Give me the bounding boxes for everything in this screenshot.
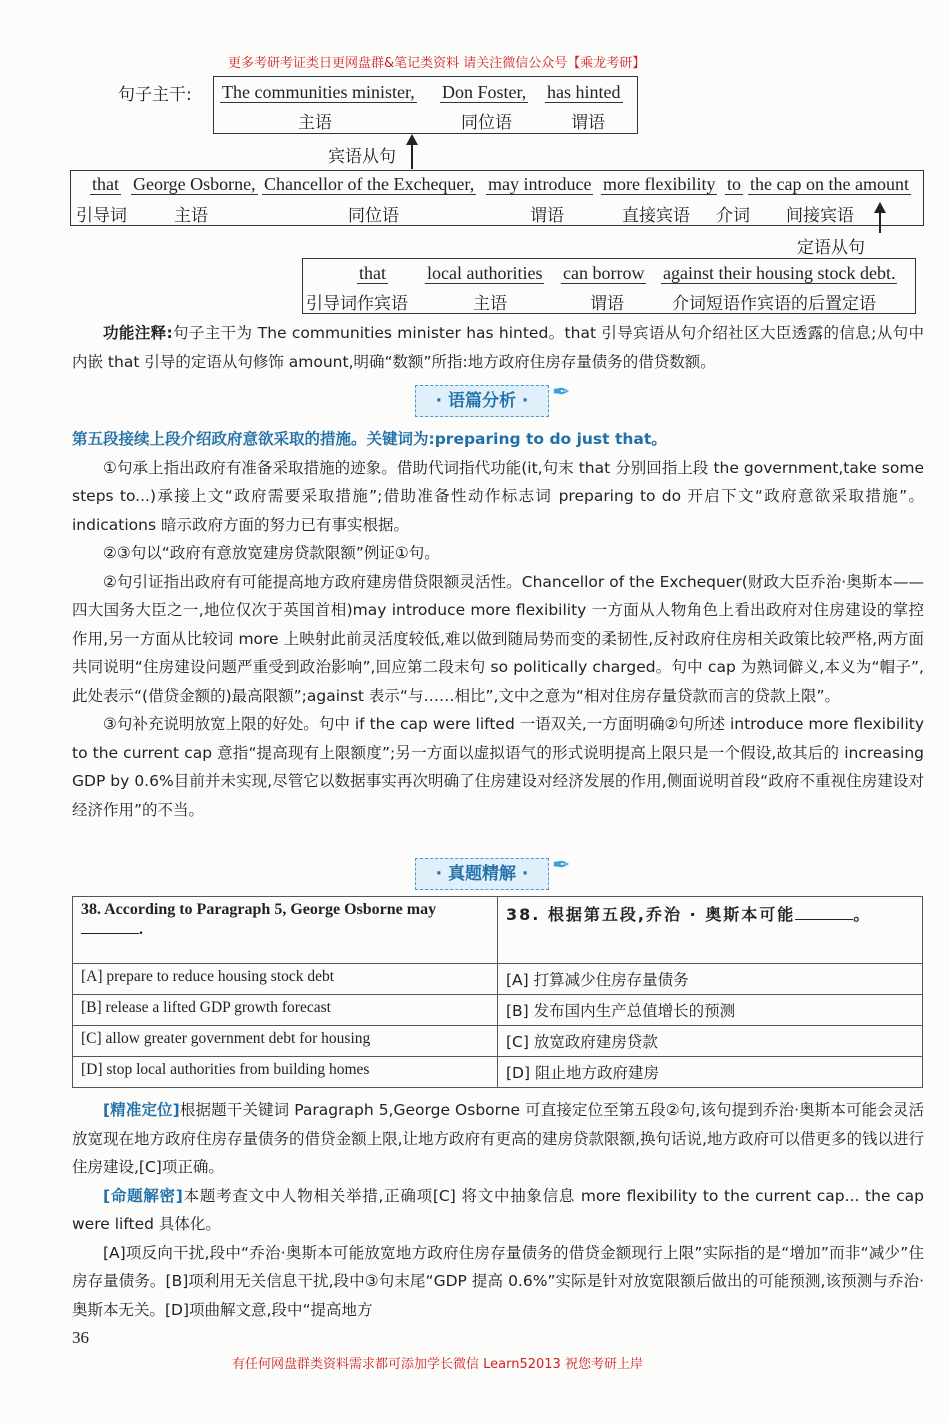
clause1-word: more flexibility [603,174,716,194]
clause1-role: 主语 [174,206,208,226]
question-table [72,896,923,1088]
clause1-role: 同位语 [348,206,399,226]
quill-icon: ✒ [552,853,571,878]
analysis-paragraph: ②句引证指出政府有可能提高地方政府建房借贷限额灵活性。Chancellor of the Exchequer(财政大臣乔治·奥斯本——四大国务大臣之一,地位仅次于英国首相)may introduce more flexibility 一方面从人物角色上看出政府对住房建设的掌控作用,另一方面从比较词 more 上映射此前灵活度较低,难以做到随局势而变的柔韧性,反衬政府住房相关政策比较严格,两方面共同说明“住房建设问题严重受到政治影响”,回应第二段末句 so politically charged。句中 cap 为熟词僻义,本义为“帽子”,此处表示“(借贷金额的)最高限额”;against 表示“与……相比”,文中之意为“相对住房存量贷款而言的贷款上限”。 [72,572,924,705]
clause1-word: George Osborne, [133,174,256,194]
clause1-word: to [727,174,742,194]
main-role: 谓语 [571,113,605,133]
function-note [72,319,924,376]
question-stem-zh: 38. 根据第五段,乔治 · 奥斯本可能 。 [498,897,923,964]
clause1-role: 谓语 [530,206,564,226]
option-en: [B] release a lifted GDP growth forecast [73,995,498,1026]
locate-text: 根据题干关键词 Paragraph 5,George Osborne 可直接定位至第五段②句,该句提到乔治·奥斯本可能会灵活放宽现在地方政府住房存量债务的借贷金额上限,让地方政府有更高的建房贷款限额,换句话说,地方政府可以借更多的钱以进行住房建设,[C]项正确。 [72,1101,924,1176]
clause2-word: that [359,263,386,283]
clause2-role: 介词短语作宾语的后置定语 [672,294,876,314]
main-word: has hinted [547,82,621,102]
clause2-role: 谓语 [590,294,624,314]
answer-analysis [72,1096,924,1324]
decode-text: 本题考查文中人物相关举措,正确项[C] 将文中抽象信息 more flexibility to the current cap... the cap were lifted 具体化。 [72,1186,925,1233]
distractor-text: [A]项反向干扰,段中“乔治·奥斯本可能放宽地方政府住房存量债务的借贷金额现行上限”实际指的是“增加”而非“减少”住房存量债务。[B]项利用无关信息干扰,段中③句末尾“GDP 提高 0.6%”实际是针对放宽限额后做出的可能预测,该预测与乔治·奥斯本无关。[D]项曲解文意,段中“提高地方 [72,1243,924,1319]
section-tag-discourse: · 语篇分析 · [415,385,549,417]
discourse-analysis [72,425,924,824]
main-role: 主语 [298,113,332,133]
section-tag-exam: · 真题精解 · [415,858,549,890]
arrow-stem [411,143,413,169]
object-clause-label: 宾语从句 [328,147,396,167]
clause2-word: can borrow [563,263,645,283]
clause1-word: Chancellor of the Exchequer, [264,174,475,194]
clause1-word: may introduce [488,174,592,194]
option-zh: [A] 打算减少住房存量债务 [498,964,923,995]
locate-label: [精准定位] [103,1101,180,1119]
option-zh: [D] 阻止地方政府建房 [498,1057,923,1088]
option-row [73,995,923,1026]
clause2-role: 引导词作宾语 [306,294,408,314]
function-note-label: 功能注释: [103,324,173,342]
clause2-role: 主语 [473,294,507,314]
decode-label: [命题解密] [103,1186,183,1205]
clause2-word: local authorities [427,263,543,283]
option-zh: [B] 发布国内生产总值增长的预测 [498,995,923,1026]
analysis-paragraph: ③句补充说明放宽上限的好处。句中 if the cap were lifted 一语双关,一方面明确②句所述 introduce more flexibility to the current cap 意指“提高现有上限额度”;另一方面以虚拟语气的形式说明提高上限只是一个假设,故其后的 increasing GDP by 0.6%目前并未实现,尽管它以数据事实再次明确了住房建设对经济发展的作用,侧面说明首段“政府不重视住房建设对经济作用”的不当。 [72,715,924,819]
section1-heading: 第五段接续上段介绍政府意欲采取的措施。关键词为:preparing to do just that。 [72,430,667,448]
option-row [73,1026,923,1057]
arrow-up-icon [406,134,418,145]
main-word: Don Foster, [442,82,527,102]
option-en: [C] allow greater government debt for housing [73,1026,498,1057]
option-en: [D] stop local authorities from building homes [73,1057,498,1088]
option-zh: [C] 放宽政府建房贷款 [498,1026,923,1057]
bottom-banner: 有任何网盘群类资料需求都可添加学长微信 Learn52013 祝您考研上岸 [232,1357,643,1372]
clause1-role: 间接宾语 [786,206,854,226]
clause2-word: against their housing stock debt. [663,263,896,283]
clause1-role: 介词 [716,206,750,226]
top-banner: 更多考研考证类日更网盘群&笔记类资料 请关注微信公众号【乘龙考研】 [228,56,646,71]
clause1-word: that [92,174,119,194]
option-row [73,1057,923,1088]
clause1-word: the cap on the amount [750,174,909,194]
question-stem-row [73,897,923,964]
main-role: 同位语 [461,113,512,133]
main-clause-label: 句子主干: [118,85,192,105]
clause1-role: 直接宾语 [622,206,690,226]
question-stem-en: 38. According to Paragraph 5, George Osborne may . [73,897,498,964]
analysis-paragraph: ②③句以“政府有意放宽建房贷款限额”例证①句。 [103,544,440,562]
attr-clause-label: 定语从句 [797,238,865,258]
main-word: The communities minister, [222,82,415,102]
option-row [73,964,923,995]
function-note-text: 句子主干为 The communities minister has hinted。that 引导宾语从句介绍社区大臣透露的信息;从句中内嵌 that 引导的定语从句修饰 amount,明确“数额”所指:地方政府住房存量债务的借贷数额。 [72,324,924,371]
page-number: 36 [72,1328,89,1347]
option-en: [A] prepare to reduce housing stock debt [73,964,498,995]
clause1-role: 引导词 [76,206,127,226]
arrow-up-icon [874,202,886,213]
quill-icon: ✒ [552,380,571,405]
analysis-paragraph: ①句承上指出政府有准备采取措施的迹象。借助代词指代功能(it,句末 that 分别回指上段 the government,take some steps to...)承接上文“政府需要采取措施”;借助准备性动作标志词 preparing to do 开启下文“政府意欲采取措施”。indications 暗示政府方面的努力已有事实根据。 [72,458,924,534]
